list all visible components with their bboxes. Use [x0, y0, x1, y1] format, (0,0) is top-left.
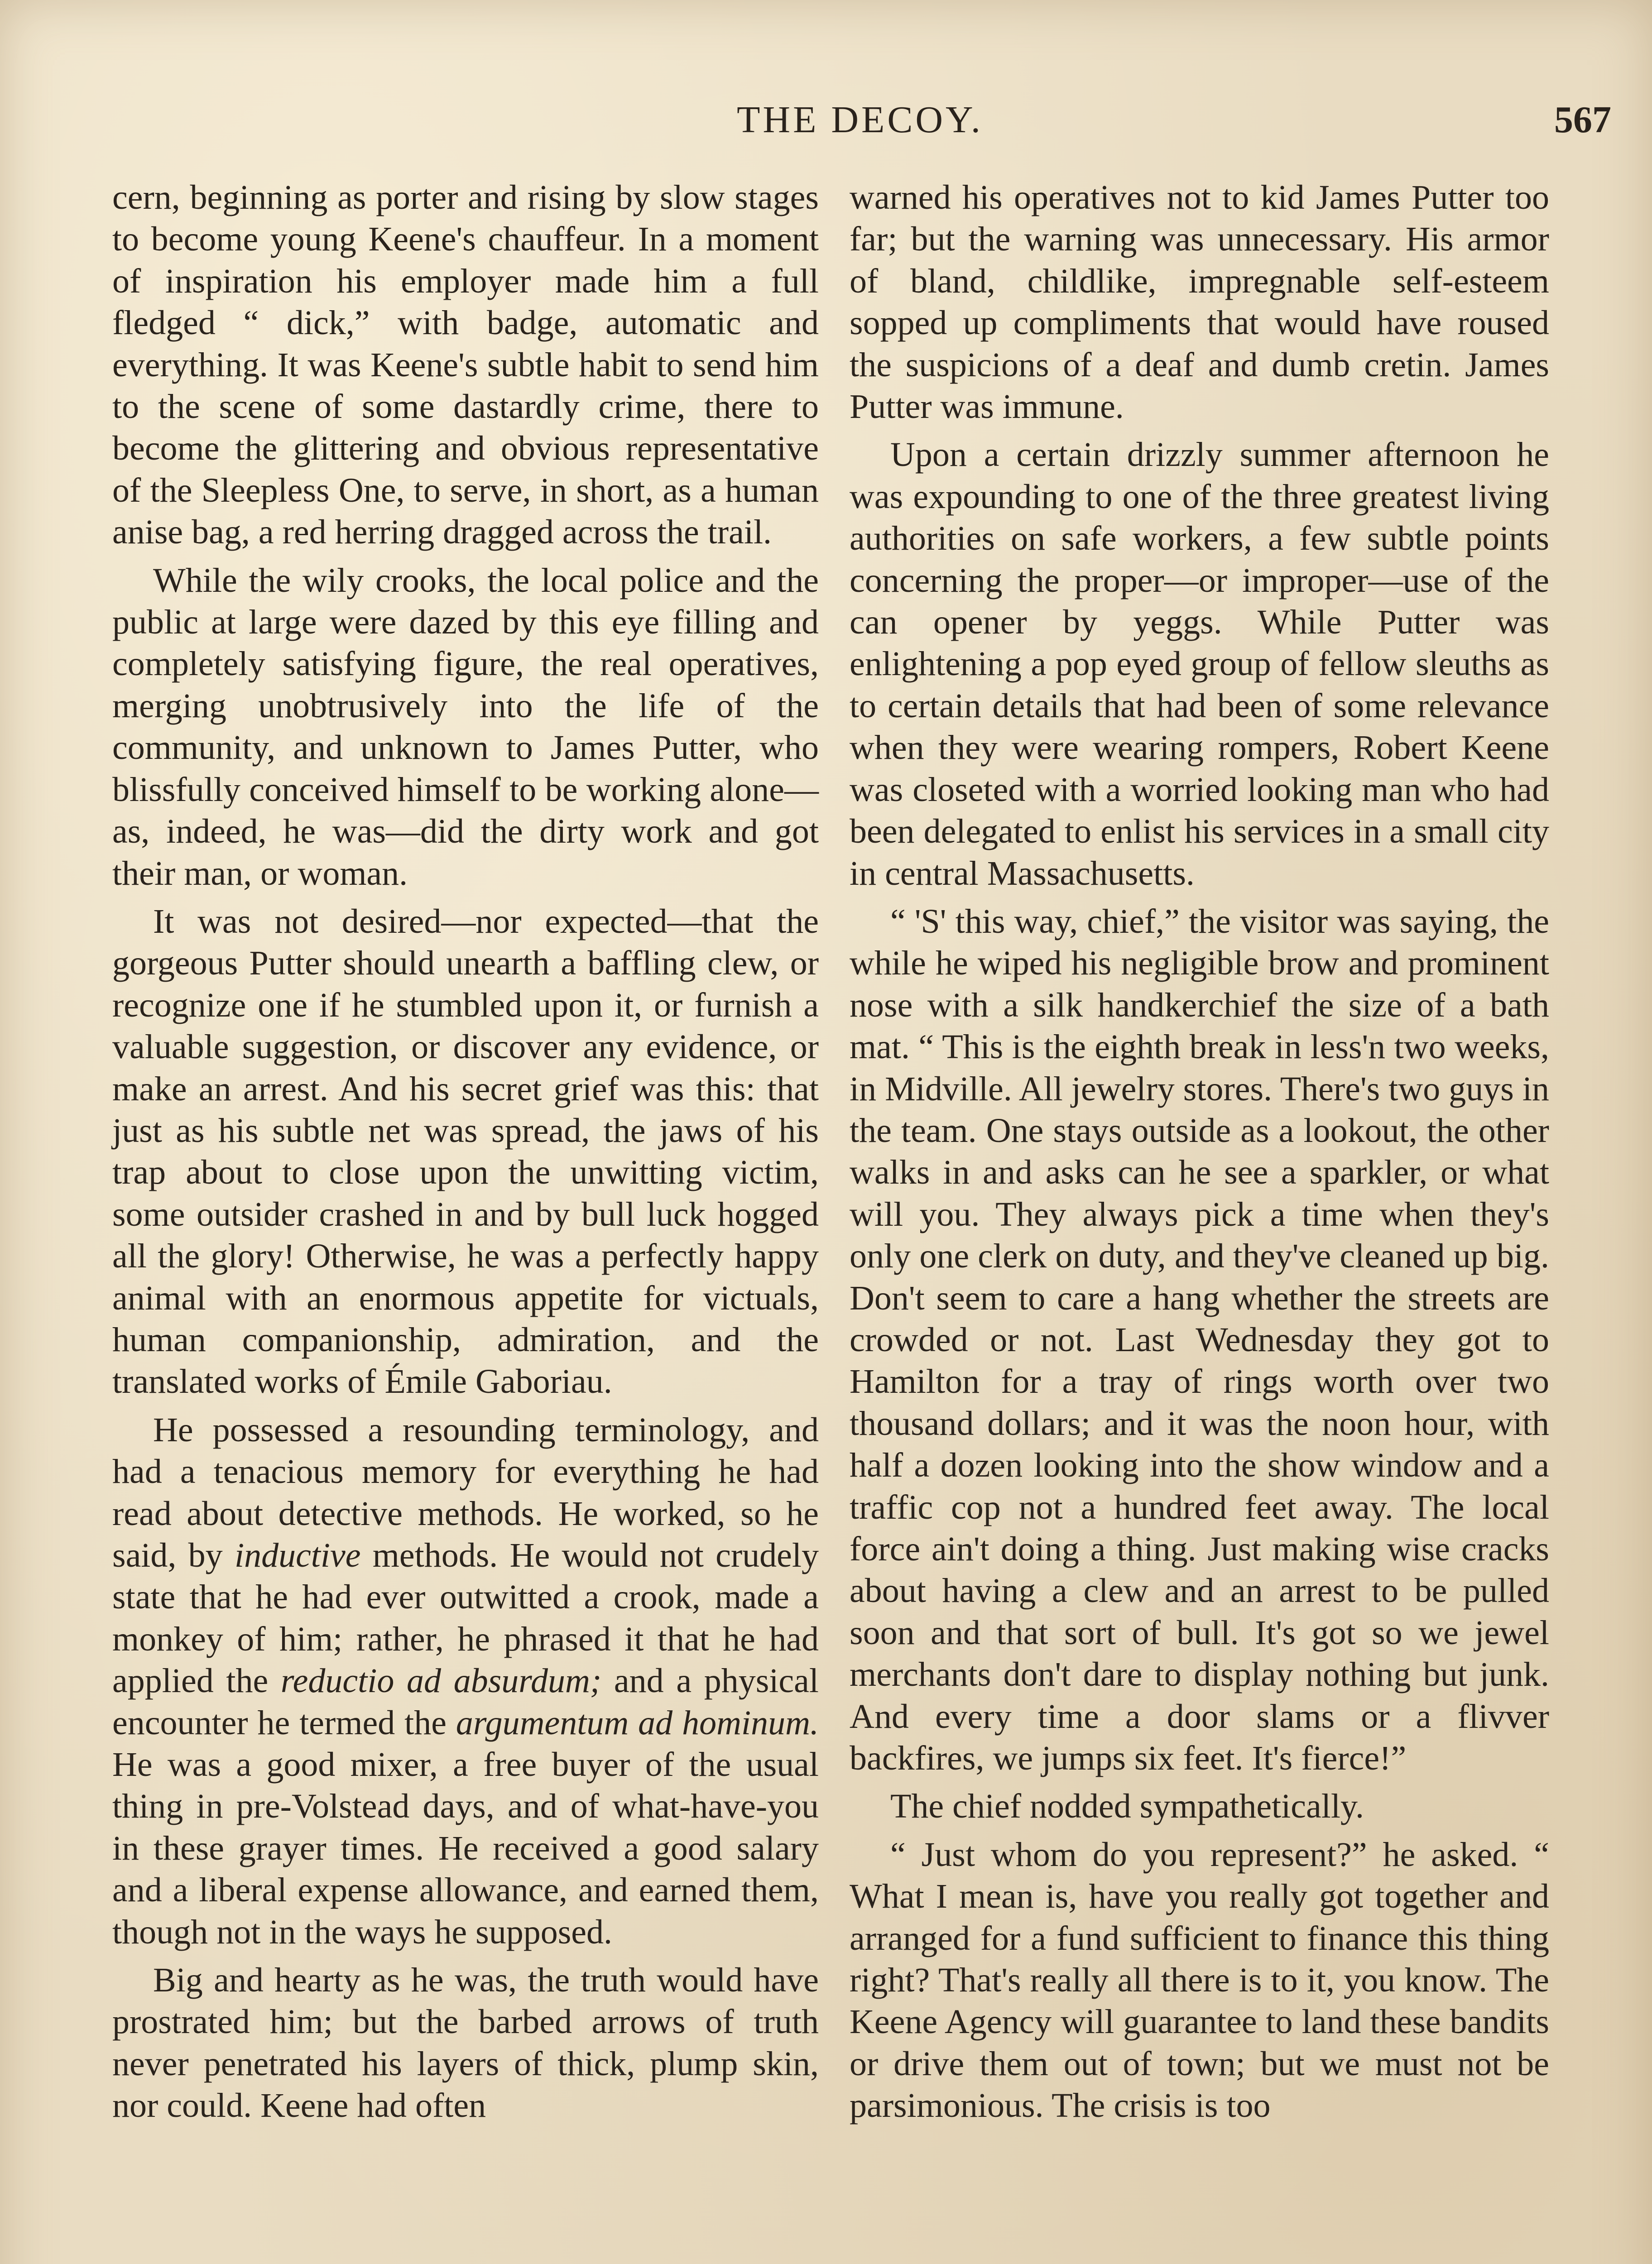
paragraph: Upon a certain drizzly summer afternoon he was expounding to one of the three greatest living authorities on safe workers, a few subtle points concerning the proper—or improper—use of the can opener by yeggs. While Putter was enlightening a pop eyed group of fellow sleuths as to certain details that had been of some relevance when they were wearing rompers, Robert Keene was closeted with a worried looking man who had been delegated to enlist his services in a small city in central Massachusetts. — [850, 436, 1549, 892]
italic-term: inductive — [234, 1536, 361, 1574]
paragraph-text: He was a good mixer, a free buyer of the usual thing in pre-Volstead days, and of what-have-you in these grayer times. He received a good salary and a liberal expense allowance, and earned them, though not in the ways he supposed. — [112, 1746, 819, 1951]
running-title: THE DECOY. — [737, 99, 983, 141]
right-column — [850, 177, 1549, 2133]
paragraph: Big and hearty as he was, the truth would have prostrated him; but the barbed arrows of truth never penetrated his layers of thick, plump skin, nor could. Keene had often — [112, 1961, 819, 2125]
paragraph: The chief nodded sympathetically. — [890, 1787, 1364, 1826]
page-number: 567 — [1554, 99, 1611, 141]
paragraph-text: methods. He would not crudely state that he had ever outwitted a crook, made a monkey of him; rather, he phrased it that he had applied the — [112, 1536, 819, 1700]
paragraph: cern, beginning as porter and rising by slow stages to become young Keene's chauffeur. In a moment of inspiration his employer made him a full fledged “ dick,” with badge, automatic and everything. It was Keene's subtle habit to send him to the scene of some dastardly crime, there to become the glittering and obvious representative of the Sleepless One, to serve, in short, as a human anise bag, a red herring dragged across the trail. — [112, 178, 819, 552]
italic-term: reductio ad absurdum; — [280, 1662, 602, 1700]
paragraph: While the wily crooks, the local police and the public at large were dazed by this eye filling and completely satisfying figure, the real operatives, merging unobtrusively into the life of the community, and unknown to James Putter, who blissfully conceived himself to be working alone—as, indeed, he was—did the dirty work and got their man, or woman. — [112, 561, 819, 892]
paragraph — [112, 1409, 819, 1953]
left-column — [112, 177, 819, 2133]
paragraph: “ 'S' this way, chief,” the visitor was saying, the while he wiped his negligible brow and prominent nose with a silk handkerchief the size of a bath mat. “ This is the eighth break in less'n two weeks, in Midville. All jewelry stores. There's two guys in the team. One stays outside as a lookout, the other walks in and asks can he see a sparkler, or what will you. They always pick a time when they's only one clerk on duty, and they've cleaned up big. Don't seem to care a hang whether the streets are crowded or not. Last Wednesday they got to Hamilton for a tray of rings worth over two thousand dollars; and it was the noon hour, with half a dozen looking into the show window and a traffic cop not a hundred feet away. The local force ain't doing a thing. Just making wise cracks about having a clew and an arrest to be pulled soon and that sort of bull. It's got so we jewel merchants don't dare to display nothing but junk. And every time a door slams or a flivver backfires, we jumps six feet. It's fierce!” — [850, 902, 1549, 1778]
paragraph: “ Just whom do you represent?” he asked. “ What I mean is, have you really got together and arranged for a fund sufficient to finance this thing right? That's really all there is to it, you know. The Keene Agency will guarantee to land these bandits or drive them out of town; but we must not be parsimonious. The crisis is too — [850, 1835, 1549, 2125]
paragraph: It was not desired—nor expected—that the gorgeous Putter should unearth a baffling clew, or recognize one if he stumbled upon it, or furnish a valuable suggestion, or discover any evidence, or make an arrest. And his secret grief was this: that just as his subtle net was spread, the jaws of his trap about to close upon the unwitting victim, some outsider crashed in and by bull luck hogged all the glory! Otherwise, he was a perfectly happy animal with an enormous appetite for victuals, human companionship, admiration, and the translated works of Émile Gaboriau. — [112, 902, 819, 1401]
italic-term: argumentum ad hominum. — [456, 1703, 819, 1742]
paragraph-text: and a physical encounter he termed the — [112, 1662, 819, 1742]
paragraph: warned his operatives not to kid James Putter too far; but the warning was unnecessary. His armor of bland, childlike, impregnable self-esteem sopped up compliments that would have roused the suspicions of a deaf and dumb cretin. James Putter was immune. — [850, 178, 1549, 426]
page-header — [109, 91, 1611, 149]
paragraph-text: He possessed a resounding terminology, and had a tenacious memory for everything he had read about detective methods. He worked, so he said, by — [112, 1410, 819, 1574]
